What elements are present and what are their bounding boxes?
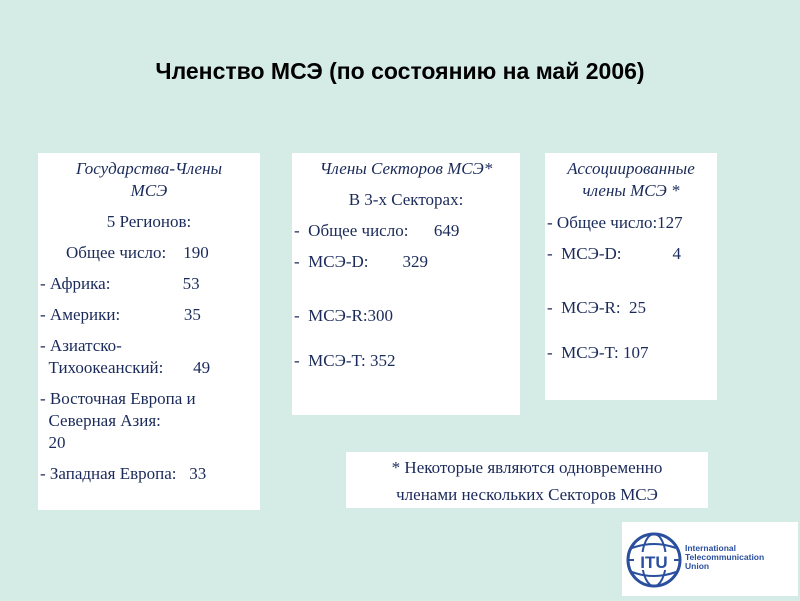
- itu-emblem-icon: [622, 522, 686, 596]
- region-western-europe: - Западная Европа: 33: [40, 464, 207, 483]
- sector-members-box: [292, 153, 520, 415]
- sector-members-subheading: В 3-х Секторах:: [348, 190, 464, 209]
- region-asia-pacific-line-1: - Азиатско-: [40, 336, 122, 355]
- sector-members-itu-r: - МСЭ-R:300: [294, 306, 394, 325]
- associates-heading-line-2: члены МСЭ *: [582, 181, 680, 200]
- sector-members-itu-t: - МСЭ-T: 352: [294, 351, 396, 370]
- itu-mark: ITU: [640, 553, 668, 572]
- footnote-line-1: * Некоторые являются одновременно: [391, 458, 663, 477]
- sector-members-heading: Члены Секторов МСЭ*: [319, 159, 493, 178]
- associates-heading-line-1: Ассоциированные: [567, 159, 695, 178]
- itu-logo: [622, 522, 798, 596]
- itu-logo-text: [685, 544, 764, 571]
- member-states-box: [38, 153, 260, 510]
- region-americas: - Америки: 35: [40, 305, 201, 324]
- region-africa: - Африка: 53: [40, 274, 200, 293]
- regions-label: 5 Регионов:: [106, 212, 192, 231]
- member-states-total: Общее число: 190: [66, 243, 209, 262]
- sector-members-itu-d: - МСЭ-D: 329: [294, 252, 428, 271]
- footnote-line-2: членами нескольких Секторов МСЭ: [396, 485, 658, 504]
- region-eastern-europe-line-1: - Восточная Европа и: [40, 389, 196, 408]
- region-asia-pacific-line-2: Тихоокеанский: 49: [40, 358, 211, 377]
- region-eastern-europe-value: 20: [40, 433, 66, 452]
- page-title: Членство МСЭ (по состоянию на май 2006): [155, 58, 645, 84]
- associates-itu-r: - МСЭ-R: 25: [547, 298, 647, 317]
- region-eastern-europe-line-2: Северная Азия:: [40, 411, 161, 430]
- logo-line-2: Telecommunication: [685, 552, 765, 562]
- footnote-box: [346, 452, 708, 508]
- member-states-heading-line-1: Государства-Члены: [75, 159, 223, 178]
- logo-line-1: International: [685, 543, 737, 553]
- associates-itu-t: - МСЭ-T: 107: [547, 343, 649, 362]
- associates-box: [545, 153, 717, 400]
- associates-itu-d: - МСЭ-D: 4: [547, 244, 681, 263]
- sector-members-total: - Общее число: 649: [294, 221, 460, 240]
- member-states-heading-line-2: МСЭ: [130, 181, 168, 200]
- associates-total: - Общее число:127: [547, 213, 683, 232]
- logo-line-3: Union: [685, 561, 710, 571]
